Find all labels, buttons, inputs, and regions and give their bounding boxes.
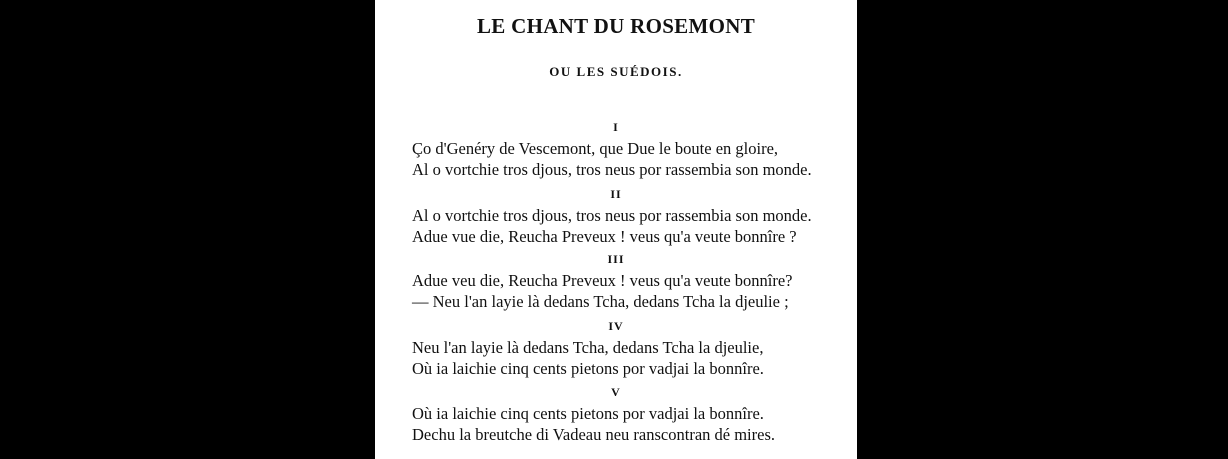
- stanza-4-line-2: Où ia laichie cinq cents pietons por vadjai la bonnîre.: [412, 359, 764, 378]
- stanza-number-4: IV: [608, 319, 624, 333]
- stanza-4-line-1: Neu l'an layie là dedans Tcha, dedans Tcha la djeulie,: [412, 338, 764, 357]
- stanza-number-1: I: [613, 120, 619, 134]
- stanza-2-line-1: Al o vortchie tros djous, tros neus por rassembia son monde.: [412, 206, 812, 225]
- document-page: [375, 0, 857, 459]
- page-subtitle: OU LES SUÉDOIS.: [549, 64, 683, 79]
- stanza-3-line-2: — Neu l'an layie là dedans Tcha, dedans Tcha la djeulie ;: [412, 292, 789, 311]
- stanza-5-line-1: Où ia laichie cinq cents pietons por vadjai la bonnîre.: [412, 404, 764, 423]
- stanza-1-line-1: Ço d'Genéry de Vescemont, que Due le boute en gloire,: [412, 139, 779, 158]
- stanza-3-line-1: Adue veu die, Reucha Preveux ! veus qu'a veute bonnîre?: [412, 271, 793, 290]
- stanza-number-5: V: [611, 385, 621, 399]
- stanza-1-line-2: Al o vortchie tros djous, tros neus por rassembia son monde.: [412, 160, 812, 179]
- page-title: LE CHANT DU ROSEMONT: [476, 14, 756, 38]
- stanza-2-line-2: Adue vue die, Reucha Preveux ! veus qu'a veute bonnîre ?: [412, 227, 797, 246]
- stanza-5-line-2: Dechu la breutche di Vadeau neu ranscontran dé mires.: [412, 425, 776, 444]
- stanza-number-3: III: [607, 252, 625, 266]
- stanza-number-2: II: [610, 187, 622, 201]
